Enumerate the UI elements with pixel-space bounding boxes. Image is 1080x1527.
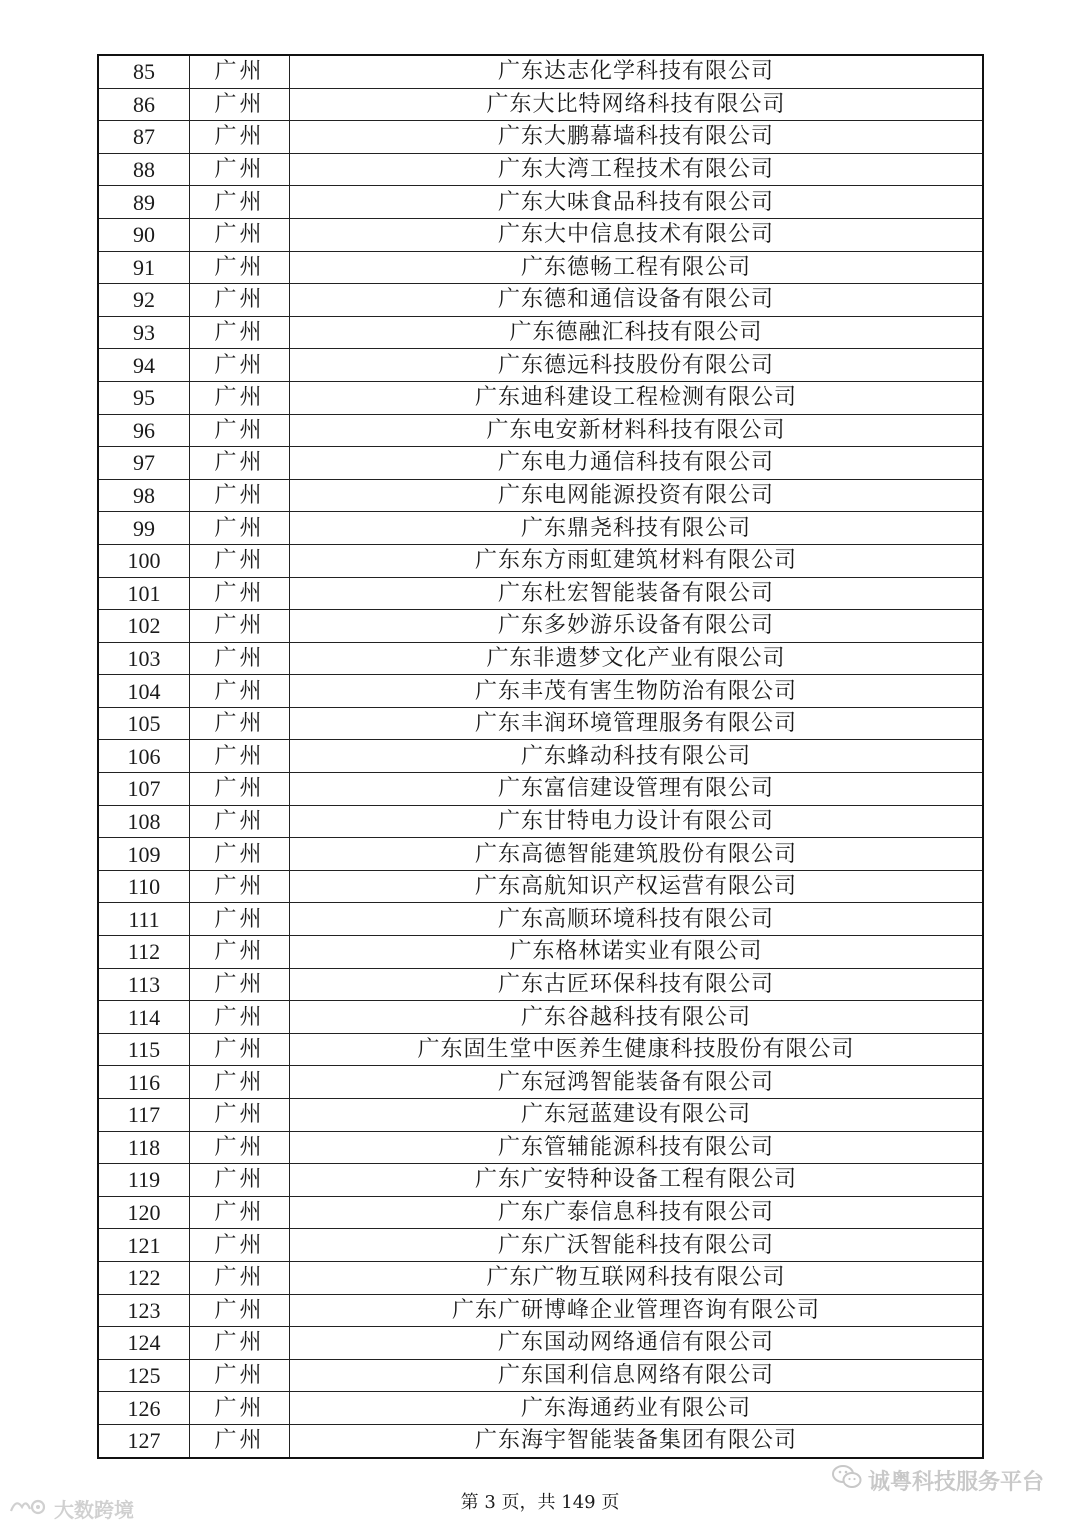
row-city: 广州 bbox=[190, 968, 290, 1001]
row-company-name: 广东达志化学科技有限公司 bbox=[290, 55, 984, 88]
table-row bbox=[98, 805, 983, 838]
row-city: 广州 bbox=[190, 414, 290, 447]
row-company-name: 广东广泰信息科技有限公司 bbox=[290, 1196, 984, 1229]
table-row bbox=[98, 642, 983, 675]
row-city: 广州 bbox=[190, 773, 290, 806]
row-city: 广州 bbox=[190, 1131, 290, 1164]
row-number: 89 bbox=[98, 186, 190, 219]
row-number: 123 bbox=[98, 1294, 190, 1327]
table-row bbox=[98, 1033, 983, 1066]
brand-logo-icon bbox=[8, 1495, 50, 1522]
row-number: 117 bbox=[98, 1099, 190, 1132]
row-company-name: 广东电力通信科技有限公司 bbox=[290, 447, 984, 480]
row-company-name: 广东甘特电力设计有限公司 bbox=[290, 805, 984, 838]
row-city: 广州 bbox=[190, 936, 290, 969]
row-city: 广州 bbox=[190, 740, 290, 773]
row-number: 114 bbox=[98, 1001, 190, 1034]
table-row bbox=[98, 544, 983, 577]
table-row bbox=[98, 284, 983, 317]
row-city: 广州 bbox=[190, 251, 290, 284]
row-number: 119 bbox=[98, 1164, 190, 1197]
row-company-name: 广东管辅能源科技有限公司 bbox=[290, 1131, 984, 1164]
row-company-name: 广东高德智能建筑股份有限公司 bbox=[290, 838, 984, 871]
row-number: 108 bbox=[98, 805, 190, 838]
row-city: 广州 bbox=[190, 1261, 290, 1294]
table-row bbox=[98, 1229, 983, 1262]
table-row bbox=[98, 218, 983, 251]
table-row bbox=[98, 381, 983, 414]
company-table bbox=[97, 54, 984, 1459]
row-company-name: 广东国动网络通信有限公司 bbox=[290, 1327, 984, 1360]
row-number: 115 bbox=[98, 1033, 190, 1066]
row-number: 96 bbox=[98, 414, 190, 447]
row-number: 93 bbox=[98, 316, 190, 349]
table-row bbox=[98, 1327, 983, 1360]
row-number: 99 bbox=[98, 512, 190, 545]
row-city: 广州 bbox=[190, 838, 290, 871]
row-number: 112 bbox=[98, 936, 190, 969]
row-city: 广州 bbox=[190, 316, 290, 349]
row-city: 广州 bbox=[190, 153, 290, 186]
row-number: 116 bbox=[98, 1066, 190, 1099]
row-company-name: 广东谷越科技有限公司 bbox=[290, 1001, 984, 1034]
row-city: 广州 bbox=[190, 1229, 290, 1262]
row-company-name: 广东高顺环境科技有限公司 bbox=[290, 903, 984, 936]
row-company-name: 广东海宇智能装备集团有限公司 bbox=[290, 1424, 984, 1457]
row-city: 广州 bbox=[190, 1164, 290, 1197]
row-company-name: 广东格林诺实业有限公司 bbox=[290, 936, 984, 969]
row-company-name: 广东多妙游乐设备有限公司 bbox=[290, 610, 984, 643]
table-row bbox=[98, 675, 983, 708]
row-number: 86 bbox=[98, 88, 190, 121]
watermark-left-label: 大数跨境 bbox=[54, 1498, 134, 1522]
row-city: 广州 bbox=[190, 88, 290, 121]
row-company-name: 广东德畅工程有限公司 bbox=[290, 251, 984, 284]
table-row bbox=[98, 1131, 983, 1164]
table-row bbox=[98, 1164, 983, 1197]
row-city: 广州 bbox=[190, 675, 290, 708]
row-company-name: 广东丰润环境管理服务有限公司 bbox=[290, 707, 984, 740]
row-number: 95 bbox=[98, 381, 190, 414]
row-number: 101 bbox=[98, 577, 190, 610]
row-company-name: 广东广安特种设备工程有限公司 bbox=[290, 1164, 984, 1197]
row-number: 111 bbox=[98, 903, 190, 936]
row-city: 广州 bbox=[190, 1424, 290, 1457]
row-number: 127 bbox=[98, 1424, 190, 1457]
row-city: 广州 bbox=[190, 1359, 290, 1392]
row-company-name: 广东海通药业有限公司 bbox=[290, 1392, 984, 1425]
row-city: 广州 bbox=[190, 121, 290, 154]
watermark-right-label: 诚粤科技服务平台 bbox=[867, 1469, 1044, 1495]
table-row bbox=[98, 121, 983, 154]
row-number: 126 bbox=[98, 1392, 190, 1425]
row-city: 广州 bbox=[190, 805, 290, 838]
row-company-name: 广东广沃智能科技有限公司 bbox=[290, 1229, 984, 1262]
row-city: 广州 bbox=[190, 218, 290, 251]
watermark-left bbox=[8, 1494, 134, 1523]
table-row bbox=[98, 414, 983, 447]
table-row bbox=[98, 870, 983, 903]
row-company-name: 广东大鹏幕墙科技有限公司 bbox=[290, 121, 984, 154]
row-number: 87 bbox=[98, 121, 190, 154]
row-company-name: 广东鼎尧科技有限公司 bbox=[290, 512, 984, 545]
row-company-name: 广东国利信息网络有限公司 bbox=[290, 1359, 984, 1392]
row-number: 118 bbox=[98, 1131, 190, 1164]
row-company-name: 广东非遗梦文化产业有限公司 bbox=[290, 642, 984, 675]
row-company-name: 广东大湾工程技术有限公司 bbox=[290, 153, 984, 186]
table-row bbox=[98, 903, 983, 936]
table-row bbox=[98, 316, 983, 349]
row-city: 广州 bbox=[190, 186, 290, 219]
row-number: 105 bbox=[98, 707, 190, 740]
row-number: 122 bbox=[98, 1261, 190, 1294]
row-company-name: 广东杜宏智能装备有限公司 bbox=[290, 577, 984, 610]
table-row bbox=[98, 1066, 983, 1099]
row-number: 103 bbox=[98, 642, 190, 675]
table-row bbox=[98, 1392, 983, 1425]
row-city: 广州 bbox=[190, 1294, 290, 1327]
table-row bbox=[98, 1294, 983, 1327]
row-company-name: 广东富信建设管理有限公司 bbox=[290, 773, 984, 806]
row-company-name: 广东冠鸿智能装备有限公司 bbox=[290, 1066, 984, 1099]
row-city: 广州 bbox=[190, 610, 290, 643]
row-number: 125 bbox=[98, 1359, 190, 1392]
table-row bbox=[98, 512, 983, 545]
table-row bbox=[98, 1424, 983, 1457]
table-row bbox=[98, 1359, 983, 1392]
table-row bbox=[98, 1001, 983, 1034]
table-row bbox=[98, 349, 983, 382]
row-company-name: 广东德融汇科技有限公司 bbox=[290, 316, 984, 349]
row-city: 广州 bbox=[190, 381, 290, 414]
row-city: 广州 bbox=[190, 1001, 290, 1034]
row-company-name: 广东古匠环保科技有限公司 bbox=[290, 968, 984, 1001]
row-company-name: 广东大中信息技术有限公司 bbox=[290, 218, 984, 251]
row-company-name: 广东大比特网络科技有限公司 bbox=[290, 88, 984, 121]
row-number: 109 bbox=[98, 838, 190, 871]
row-city: 广州 bbox=[190, 707, 290, 740]
row-city: 广州 bbox=[190, 544, 290, 577]
row-number: 107 bbox=[98, 773, 190, 806]
table-row bbox=[98, 251, 983, 284]
row-number: 121 bbox=[98, 1229, 190, 1262]
row-number: 91 bbox=[98, 251, 190, 284]
row-number: 124 bbox=[98, 1327, 190, 1360]
table-row bbox=[98, 577, 983, 610]
table-row bbox=[98, 55, 983, 88]
row-number: 120 bbox=[98, 1196, 190, 1229]
row-city: 广州 bbox=[190, 55, 290, 88]
row-number: 98 bbox=[98, 479, 190, 512]
table-row bbox=[98, 479, 983, 512]
row-company-name: 广东冠蓝建设有限公司 bbox=[290, 1099, 984, 1132]
row-city: 广州 bbox=[190, 447, 290, 480]
row-city: 广州 bbox=[190, 1392, 290, 1425]
row-city: 广州 bbox=[190, 1196, 290, 1229]
row-number: 113 bbox=[98, 968, 190, 1001]
table-body bbox=[98, 55, 983, 1458]
row-city: 广州 bbox=[190, 1099, 290, 1132]
table-row bbox=[98, 936, 983, 969]
row-number: 104 bbox=[98, 675, 190, 708]
page-number: 第 3 页，共 149 页 bbox=[460, 1492, 620, 1513]
row-city: 广州 bbox=[190, 1066, 290, 1099]
row-number: 97 bbox=[98, 447, 190, 480]
row-number: 85 bbox=[98, 55, 190, 88]
table-row bbox=[98, 707, 983, 740]
row-company-name: 广东电网能源投资有限公司 bbox=[290, 479, 984, 512]
row-city: 广州 bbox=[190, 1033, 290, 1066]
row-number: 90 bbox=[98, 218, 190, 251]
row-company-name: 广东德远科技股份有限公司 bbox=[290, 349, 984, 382]
row-city: 广州 bbox=[190, 642, 290, 675]
row-city: 广州 bbox=[190, 349, 290, 382]
row-number: 88 bbox=[98, 153, 190, 186]
row-city: 广州 bbox=[190, 479, 290, 512]
row-city: 广州 bbox=[190, 1327, 290, 1360]
row-company-name: 广东高航知识产权运营有限公司 bbox=[290, 870, 984, 903]
row-number: 102 bbox=[98, 610, 190, 643]
row-city: 广州 bbox=[190, 903, 290, 936]
row-city: 广州 bbox=[190, 870, 290, 903]
table-row bbox=[98, 447, 983, 480]
row-company-name: 广东固生堂中医养生健康科技股份有限公司 bbox=[290, 1033, 984, 1066]
row-city: 广州 bbox=[190, 512, 290, 545]
row-company-name: 广东广研博峰企业管理咨询有限公司 bbox=[290, 1294, 984, 1327]
table-row bbox=[98, 773, 983, 806]
row-number: 100 bbox=[98, 544, 190, 577]
table-row bbox=[98, 740, 983, 773]
row-company-name: 广东德和通信设备有限公司 bbox=[290, 284, 984, 317]
row-company-name: 广东电安新材料科技有限公司 bbox=[290, 414, 984, 447]
row-company-name: 广东东方雨虹建筑材料有限公司 bbox=[290, 544, 984, 577]
row-number: 94 bbox=[98, 349, 190, 382]
row-company-name: 广东丰茂有害生物防治有限公司 bbox=[290, 675, 984, 708]
table-row bbox=[98, 88, 983, 121]
row-company-name: 广东迪科建设工程检测有限公司 bbox=[290, 381, 984, 414]
row-number: 110 bbox=[98, 870, 190, 903]
row-company-name: 广东广物互联网科技有限公司 bbox=[290, 1261, 984, 1294]
row-company-name: 广东蜂动科技有限公司 bbox=[290, 740, 984, 773]
table-row bbox=[98, 610, 983, 643]
row-city: 广州 bbox=[190, 284, 290, 317]
table-row bbox=[98, 838, 983, 871]
table-row bbox=[98, 186, 983, 219]
table-row bbox=[98, 1261, 983, 1294]
row-city: 广州 bbox=[190, 577, 290, 610]
table-row bbox=[98, 1196, 983, 1229]
row-number: 92 bbox=[98, 284, 190, 317]
table-row bbox=[98, 153, 983, 186]
table-row bbox=[98, 1099, 983, 1132]
row-company-name: 广东大味食品科技有限公司 bbox=[290, 186, 984, 219]
table-row bbox=[98, 968, 983, 1001]
row-number: 106 bbox=[98, 740, 190, 773]
